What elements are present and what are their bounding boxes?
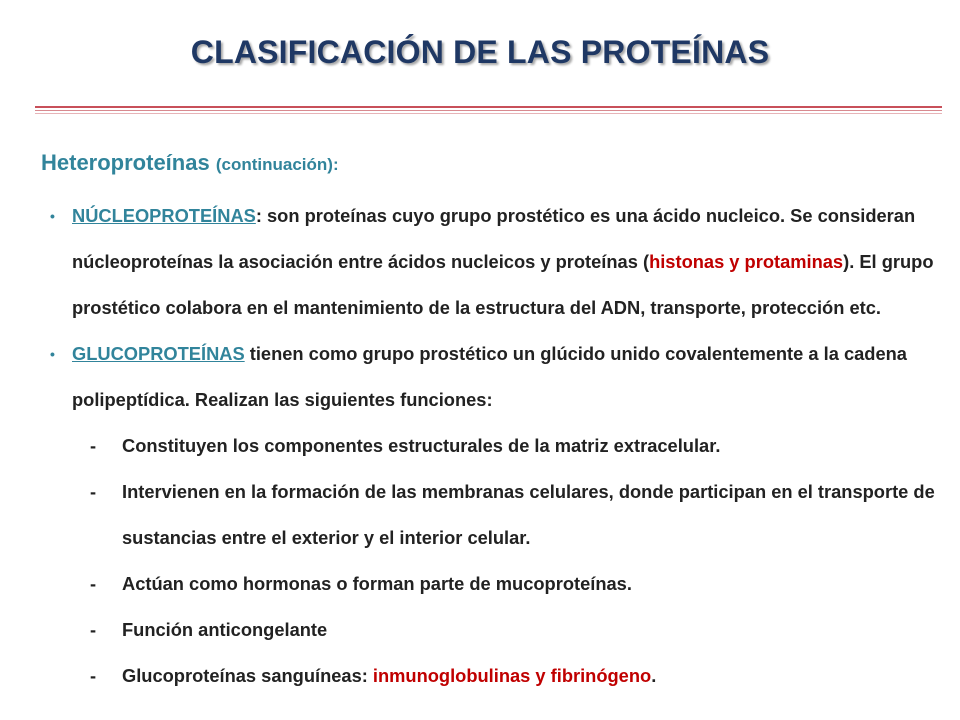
function-text: Glucoproteínas sanguíneas: (122, 665, 373, 686)
term-nucleoproteinas: NÚCLEOPROTEÍNAS (72, 205, 256, 226)
page-title: CLASIFICACIÓN DE LAS PROTEÍNAS (190, 34, 770, 70)
slide-body (50, 193, 940, 699)
dash-marker: - (90, 665, 97, 686)
list-item-glucoproteinas (50, 331, 940, 423)
function-item (50, 561, 940, 607)
item-text: : son proteínas cuyo grupo prostético es una ácido nucleico. Se consideran núcleoproteínas la asociación entre ácidos nucleicos y proteínas ( (72, 205, 916, 272)
item-text: tienen como grupo prostético un glúcido unido covalentemente a la cadena polipeptídica. Realizan las siguientes funciones: (72, 343, 907, 410)
list-item-nucleoproteinas (50, 193, 940, 331)
function-text: Constituyen los componentes estructurales de la matriz extracelular. (122, 435, 721, 456)
section-heading-main: Heteroproteínas (41, 150, 210, 175)
dash-marker: - (90, 619, 97, 640)
function-item (50, 653, 940, 699)
item-text-end: ). El grupo prostético colabora en el mantenimiento de la estructura del ADN, transporte, protección etc. (72, 251, 934, 318)
dash-marker: - (90, 481, 97, 502)
section-heading-note: (continuación): (215, 155, 339, 174)
function-text: Actúan como hormonas o forman parte de mucoproteínas. (122, 573, 632, 594)
title-divider (35, 106, 942, 108)
highlight-text: inmunoglobulinas y fibrinógeno (372, 665, 652, 686)
function-text-end: . (651, 665, 657, 686)
title-divider-thin (35, 110, 942, 111)
dash-marker: - (90, 435, 97, 456)
function-item (50, 607, 940, 653)
function-item (50, 423, 940, 469)
highlight-text: histonas y protaminas (649, 251, 844, 272)
bullet-icon: • (50, 346, 55, 362)
term-glucoproteinas: GLUCOPROTEÍNAS (72, 343, 245, 364)
dash-marker: - (90, 573, 97, 594)
title-divider-faint (35, 113, 942, 114)
function-item (50, 469, 940, 561)
section-heading (41, 150, 339, 176)
function-text: Función anticongelante (122, 619, 328, 640)
function-text: Intervienen en la formación de las membranas celulares, donde participan en el transporte de sustancias entre el exterior y el interior celular. (122, 481, 935, 548)
bullet-icon: • (50, 208, 55, 224)
